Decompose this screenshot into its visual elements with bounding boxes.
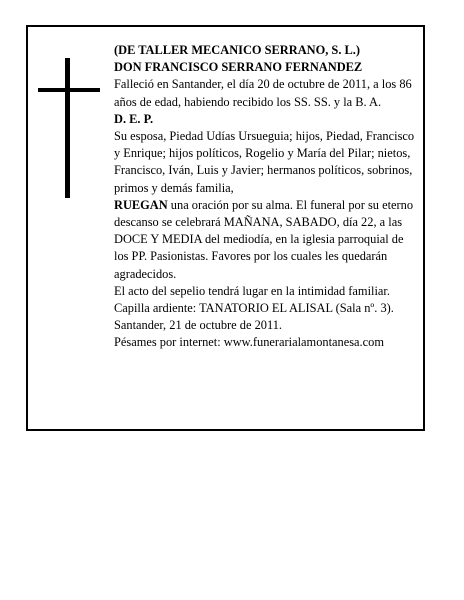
family-text: Su esposa, Piedad Udías Ursueguia; hijos, Piedad, Francisco y Enrique; hijos políticos, Rogelio y María del Pilar; nietos, Francisco, Iván, Luis y Javier; hermanos políticos, sobrinos, primos y demás familia, [114,129,415,195]
death-info: Falleció en Santander, el día 20 de octubre de 2011, a los 86 años de edad, habiendo recibido los SS. SS. y la B. A. [114,77,412,109]
ruegan-word: RUEGAN [114,197,168,212]
cross-horizontal-bar [38,88,100,92]
company-line: (DE TALLER MECANICO SERRANO, S. L.) [114,43,361,57]
cross-vertical-bar [65,58,70,198]
notice-text [114,42,420,352]
deceased-name: DON FRANCISCO SERRANO FERNANDEZ [114,60,363,75]
family-paragraph [114,128,420,197]
obituary-notice [26,25,425,431]
date-line: Santander, 21 de octubre de 2011. [114,318,282,333]
funeral-paragraph [114,197,420,283]
condolences-line: Pésames por internet: www.funerarialamontanesa.com [114,335,384,350]
latin-cross-icon [38,58,100,198]
chapel-text: Capilla ardiente: TANATORIO EL ALISAL (Sala nº. 3). [114,301,394,316]
rip-line: D. E. P. [114,111,154,126]
burial-text: El acto del sepelio tendrá lugar en la intimidad familiar. [114,283,390,298]
funeral-text: una oración por su alma. El funeral por su eterno descanso se celebrará MAÑANA, SABADO, día 22, a las DOCE Y MEDIA del mediodía, en la iglesia parroquial de los PP. Pasionistas. Favores por los cuales les quedarán agradecidos. [114,197,414,281]
